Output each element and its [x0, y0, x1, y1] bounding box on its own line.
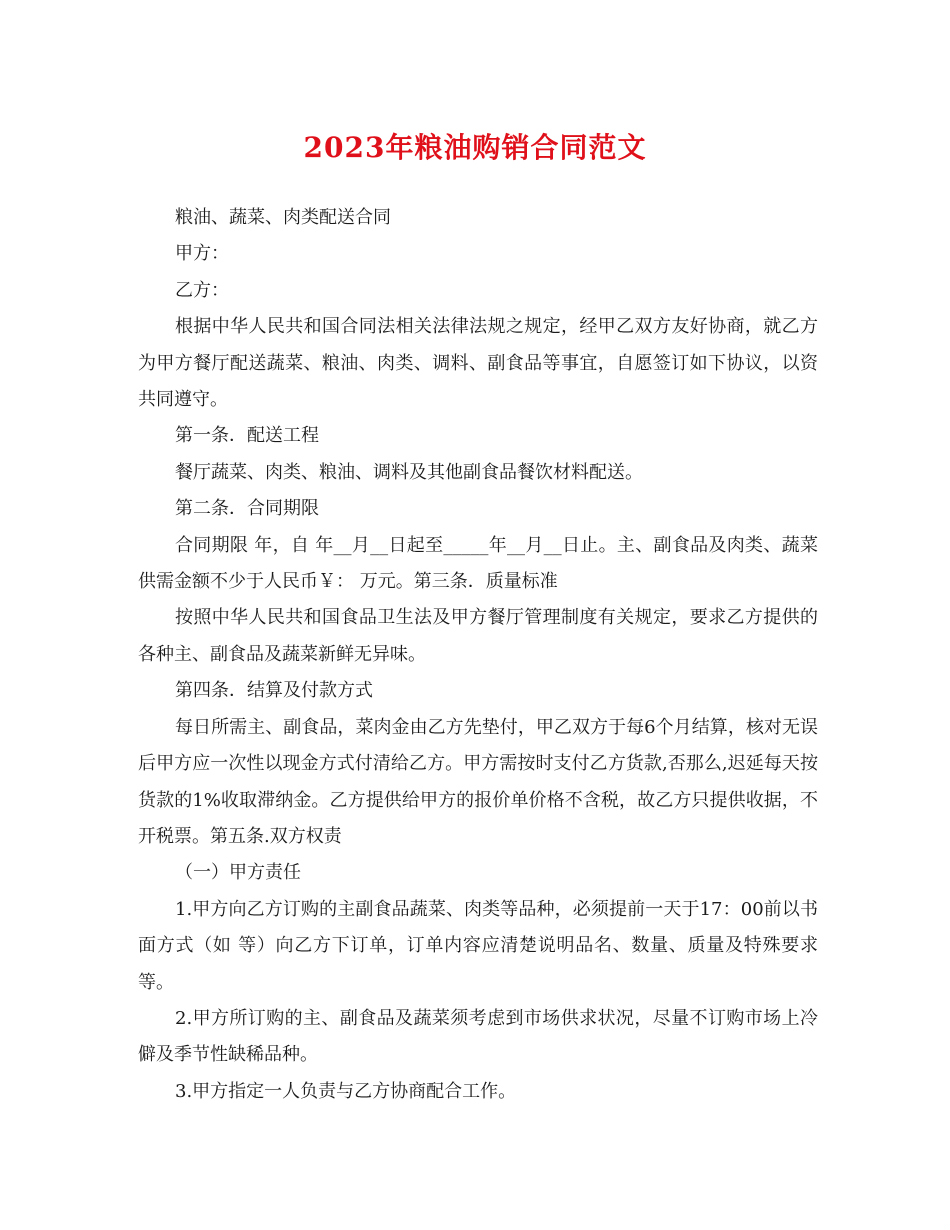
document-body — [138, 200, 818, 1110]
paragraph-article-2: 合同期限 年，自 年__月__日起至_____年__月__日止。主、副食品及肉类、蔬菜供需金额不少于人民币￥： 万元。第三条．质量标准 — [138, 534, 818, 593]
paragraph-contract-name: 粮油、蔬菜、肉类配送合同 — [175, 207, 391, 228]
paragraph-duty-1: 1.甲方向乙方订购的主副食品蔬菜、肉类等品种，必须提前一天于17：00前以书面方式（如 等）向乙方下订单，订单内容应清楚说明品名、数量、质量及特殊要求等。 — [138, 898, 818, 993]
paragraph-article-4: 每日所需主、副食品，菜肉金由乙方先垫付，甲乙双方于每6个月结算，核对无误后甲方应一次性以现金方式付清给乙方。甲方需按时支付乙方货款,否那么,迟延每天按货款的1%收取滞纳金。乙方提供给甲方的报价单价格不含税，故乙方只提供收据，不开税票。第五条.双方权责 — [138, 716, 818, 847]
document-title: 2023年粮油购销合同范文 — [303, 131, 647, 164]
heading-article-2: 第二条．合同期限 — [175, 498, 319, 520]
paragraph-duty-2: 2.甲方所订购的主、副食品及蔬菜须考虑到市场供求状况，尽量不订购市场上冷僻及季节性缺稀品种。 — [138, 1007, 818, 1066]
paragraph-duty-3: 3.甲方指定一人负责与乙方协商配合工作。 — [175, 1080, 517, 1102]
paragraph-party-a: 甲方： — [175, 243, 229, 265]
paragraph-article-3: 按照中华人民共和国食品卫生法及甲方餐厅管理制度有关规定，要求乙方提供的各种主、副食品及蔬菜新鲜无异味。 — [138, 607, 818, 665]
paragraph-party-b: 乙方： — [175, 279, 229, 301]
heading-party-a-duties: （一）甲方责任 — [175, 862, 301, 884]
paragraph-article-1: 餐厅蔬菜、肉类、粮油、调料及其他副食品餐饮材料配送。 — [175, 461, 643, 483]
heading-article-4: 第四条．结算及付款方式 — [175, 680, 373, 702]
paragraph-preamble: 根据中华人民共和国合同法相关法律法规之规定，经甲乙双方友好协商，就乙方为甲方餐厅配送蔬菜、粮油、肉类、调料、副食品等事宜，自愿签订如下协议，以资共同遵守。 — [138, 316, 818, 411]
heading-article-1: 第一条．配送工程 — [175, 425, 319, 447]
